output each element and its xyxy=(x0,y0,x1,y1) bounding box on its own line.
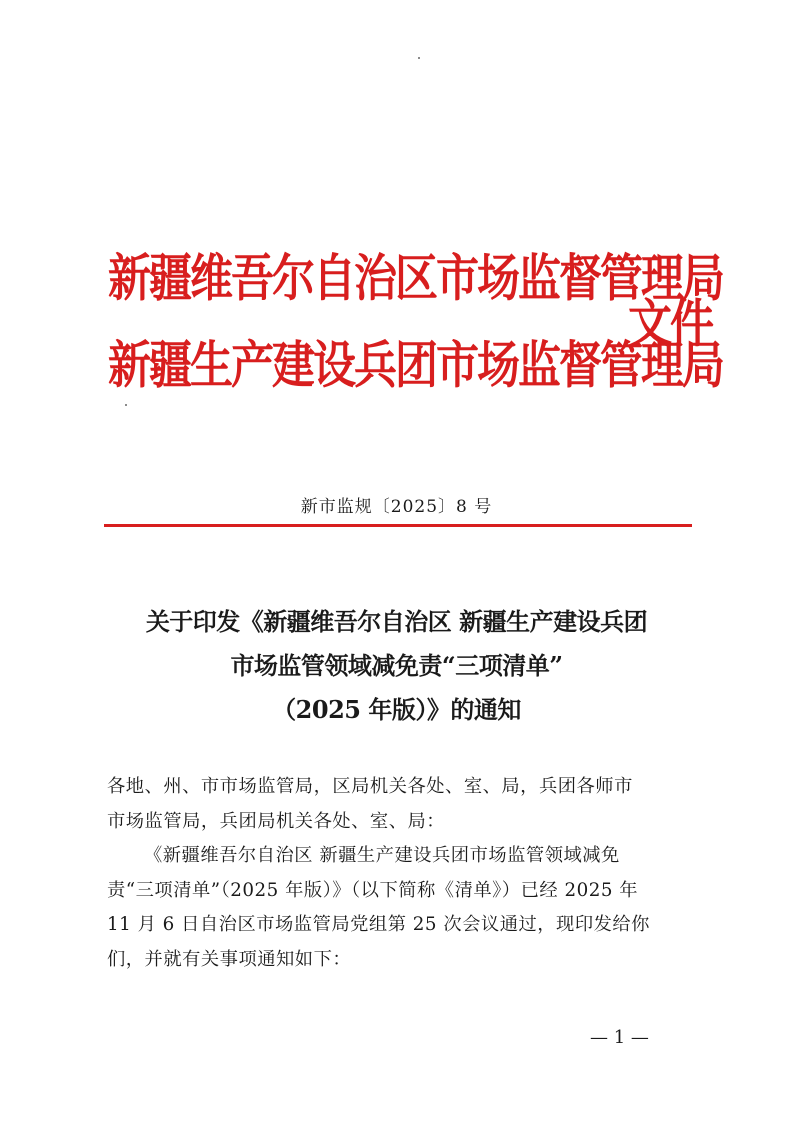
document-body xyxy=(107,770,692,977)
title-line: 市场监管领域减免责“三项清单” xyxy=(230,651,563,680)
issuer-name-xpcc: 新疆生产建设兵团市场监督管理局 xyxy=(108,336,723,396)
recipients-line: 各地、州、市市场监管局，区局机关各处、室、局，兵团各师市 xyxy=(107,776,633,797)
title-line: 关于印发《新疆维吾尔自治区 新疆生产建设兵团 xyxy=(145,607,648,636)
title-line: （2025 年版）》的通知 xyxy=(272,695,521,724)
paragraph-line: 11 月 6 日自治区市场监管局党组第 25 次会议通过，现印发给你 xyxy=(107,914,650,935)
document-number: 新市监规〔2025〕8 号 xyxy=(300,497,493,517)
document-kind-label: 文件 xyxy=(628,294,712,355)
paragraph-line: 责“三项清单”（2025 年版）》（以下简称《清单》）已经 2025 年 xyxy=(107,879,639,901)
paragraph-line: 们，并就有关事项通知如下： xyxy=(107,948,352,970)
scan-speck xyxy=(418,57,420,59)
header-divider-line xyxy=(104,524,692,527)
recipients-line: 市场监管局，兵团局机关各处、室、局： xyxy=(107,810,446,832)
issuer-name-xinjiang-region: 新疆维吾尔自治区市场监督管理局 xyxy=(108,249,723,309)
document-title xyxy=(90,600,703,732)
document-header xyxy=(108,240,723,415)
paragraph-line: 《新疆维吾尔自治区 新疆生产建设兵团市场监管领域减免 xyxy=(144,845,620,866)
scan-speck xyxy=(125,404,127,406)
page-number: — 1 — xyxy=(590,1027,649,1048)
